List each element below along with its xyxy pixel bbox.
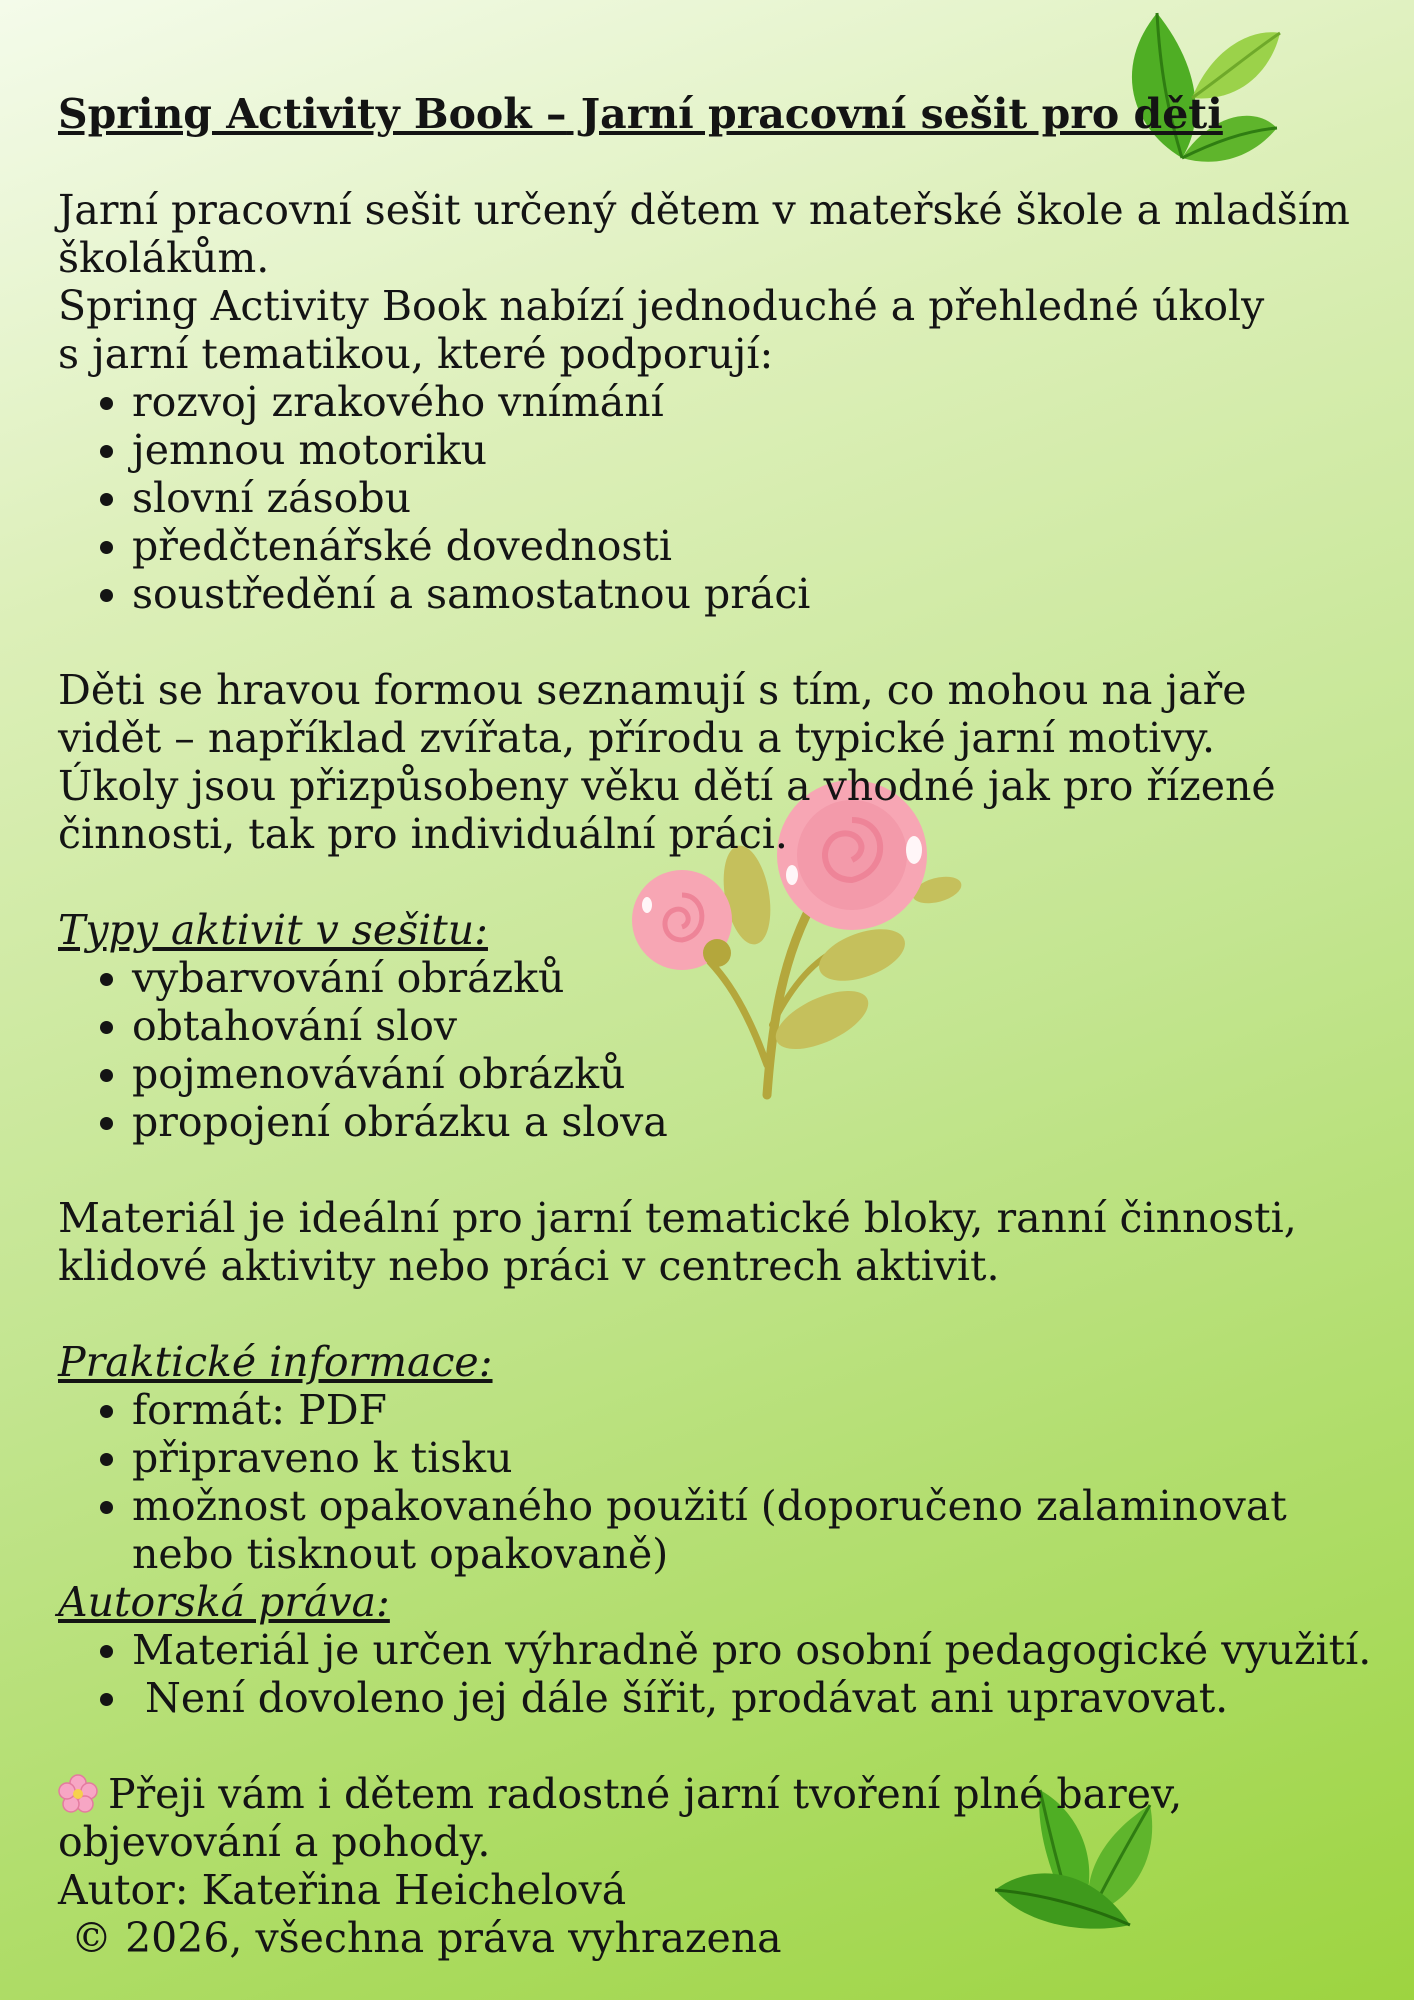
list-item: • obtahování slov (132, 1002, 1398, 1050)
list-item: • slovní zásobu (132, 474, 1398, 522)
list-item: • rozvoj zrakového vnímání (132, 378, 1398, 426)
closing-wish-text: Přeji vám i dětem radostné jarní tvoření plné barev, objevování a pohody. (58, 1770, 1183, 1866)
list-item: • předčtenářské dovednosti (132, 522, 1398, 570)
activities-heading: Typy aktivit v sešitu: (58, 906, 488, 954)
practical-heading: Praktické informace: (58, 1338, 493, 1386)
title-bold: Spring Activity Book – (58, 90, 567, 138)
list-item: • Není dovoleno jej dále šířit, prodávat ani upravovat. (132, 1674, 1398, 1722)
list-item: • jemnou motoriku (132, 426, 1398, 474)
list-item: • připraveno k tisku (132, 1434, 1398, 1482)
list-item: • možnost opakovaného použití (doporučeno zalaminovat nebo tisknout opakovaně) (132, 1482, 1302, 1578)
paragraph-spring: Děti se hravou formou seznamují s tím, co mohou na jaře vidět – například zvířata, přírodu a typické jarní motivy. Úkoly jsou přizpůsobeny věku dětí a vhodné jak pro řízené činnosti, tak pro individuální práci. (58, 666, 1276, 858)
list-item: • propojení obrázku a slova (132, 1098, 1398, 1146)
copyright-notice: © 2026, všechna práva vyhrazena (58, 1914, 782, 1962)
list-item: • Materiál je určen výhradně pro osobní pedagogické využití. (132, 1626, 1398, 1674)
title-rest: Jarní pracovní sešit pro děti (566, 90, 1223, 138)
list-item: • vybarvování obrázků (132, 954, 1398, 1002)
list-item: • formát: PDF (132, 1386, 1398, 1434)
activities-list (58, 954, 1398, 1146)
list-item: • soustředění a samostatnou práci (132, 570, 1398, 618)
document-body (58, 90, 1398, 1962)
copyright-list (58, 1626, 1398, 1722)
intro-line2: Spring Activity Book nabízí jednoduché a přehledné úkoly s jarní tematikou, které podporují: (58, 282, 1265, 378)
list-item: • pojmenovávání obrázků (132, 1050, 1398, 1098)
author: Autor: Kateřina Heichelová (58, 1866, 627, 1914)
paragraph-usage: Materiál je ideální pro jarní tematické bloky, ranní činnosti, klidové aktivity nebo práci v centrech aktivit. (58, 1194, 1297, 1290)
copyright-heading: Autorská práva: (58, 1578, 390, 1626)
cherry-blossom-icon (58, 1774, 98, 1814)
closing-wish (58, 1770, 1348, 1866)
document-title (58, 90, 1398, 138)
supports-list (58, 378, 1398, 618)
practical-list (58, 1386, 1398, 1578)
intro-line1: Jarní pracovní sešit určený dětem v mateřské škole a mladším školákům. (58, 186, 1350, 282)
